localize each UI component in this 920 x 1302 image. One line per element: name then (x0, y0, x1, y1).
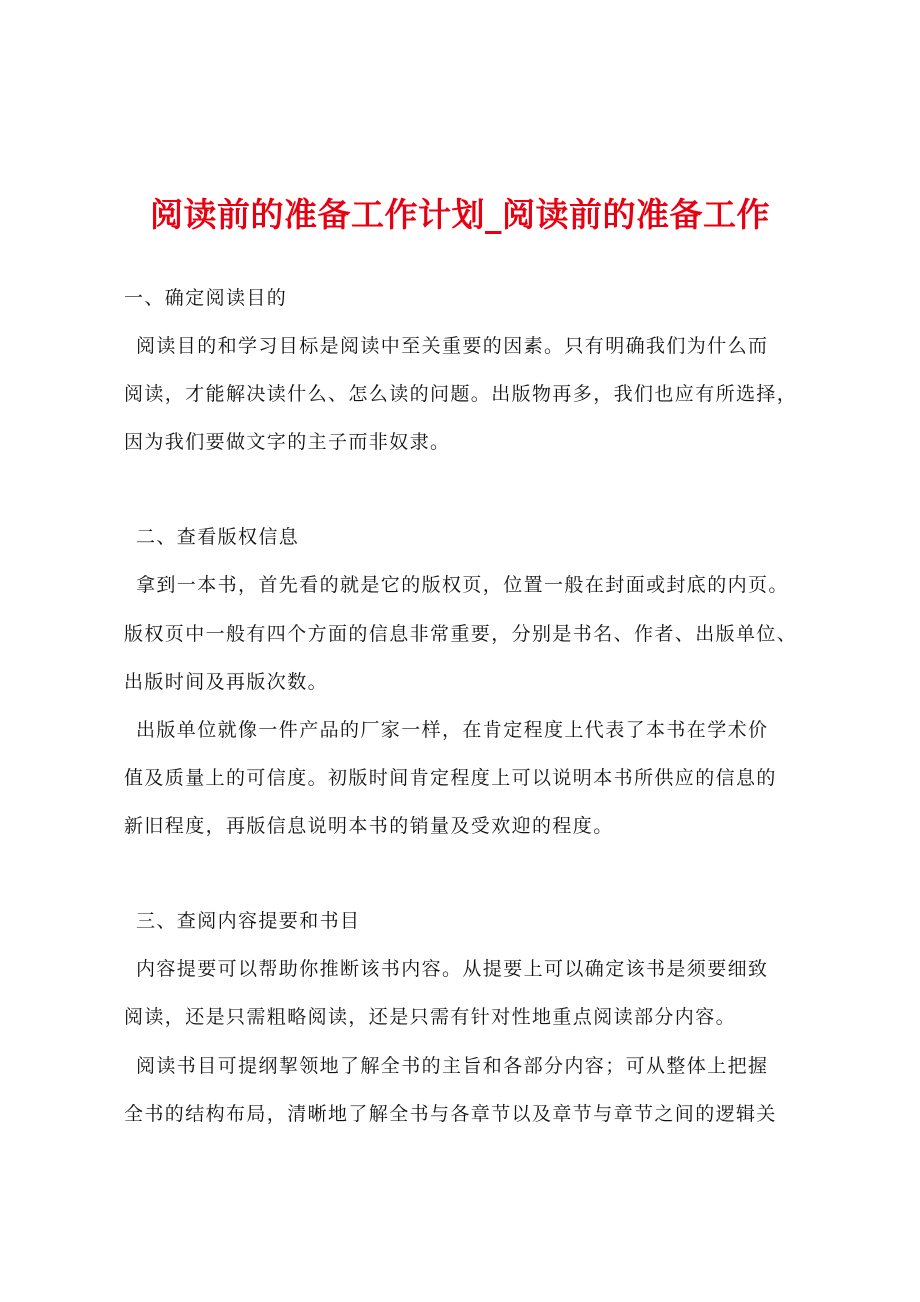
paragraph-line: 出版时间及再版次数。 (124, 671, 329, 693)
paragraph-line: 因为我们要做文字的主子而非奴隶。 (124, 431, 451, 453)
paragraph-line: 阅读，才能解决读什么、怎么读的问题。出版物再多，我们也应有所选择， (124, 383, 798, 405)
paragraph-line: 阅读书目可提纲挈领地了解全书的主旨和各部分内容；可从整体上把握 (136, 1055, 769, 1077)
paragraph-line: 出版单位就像一件产品的厂家一样，在肯定程度上代表了本书在学术价 (136, 719, 769, 741)
section-heading-2: 二、查看版权信息 (136, 526, 300, 548)
paragraph-line: 全书的结构布局，清晰地了解全书与各章节以及章节与章节之间的逻辑关 (124, 1103, 777, 1125)
section-heading-1: 一、确定阅读目的 (124, 287, 288, 309)
paragraph-line: 值及质量上的可信度。初版时间肯定程度上可以说明本书所供应的信息的 (124, 767, 777, 789)
paragraph-line: 拿到一本书，首先看的就是它的版权页，位置一般在封面或封底的内页。 (136, 574, 789, 596)
paragraph-line: 阅读，还是只需粗略阅读，还是只需有针对性地重点阅读部分内容。 (124, 1006, 737, 1028)
paragraph-line: 新旧程度，再版信息说明本书的销量及受欢迎的程度。 (124, 815, 614, 837)
document-title: 阅读前的准备工作计划_阅读前的准备工作 (150, 195, 770, 234)
paragraph-line: 版权页中一般有四个方面的信息非常重要，分别是书名、作者、出版单位、 (124, 623, 798, 645)
paragraph-line: 阅读目的和学习目标是阅读中至关重要的因素。只有明确我们为什么而 (136, 335, 769, 357)
paragraph-line: 内容提要可以帮助你推断该书内容。从提要上可以确定该书是须要细致 (136, 958, 769, 980)
section-heading-3: 三、查阅内容提要和书目 (136, 910, 361, 932)
